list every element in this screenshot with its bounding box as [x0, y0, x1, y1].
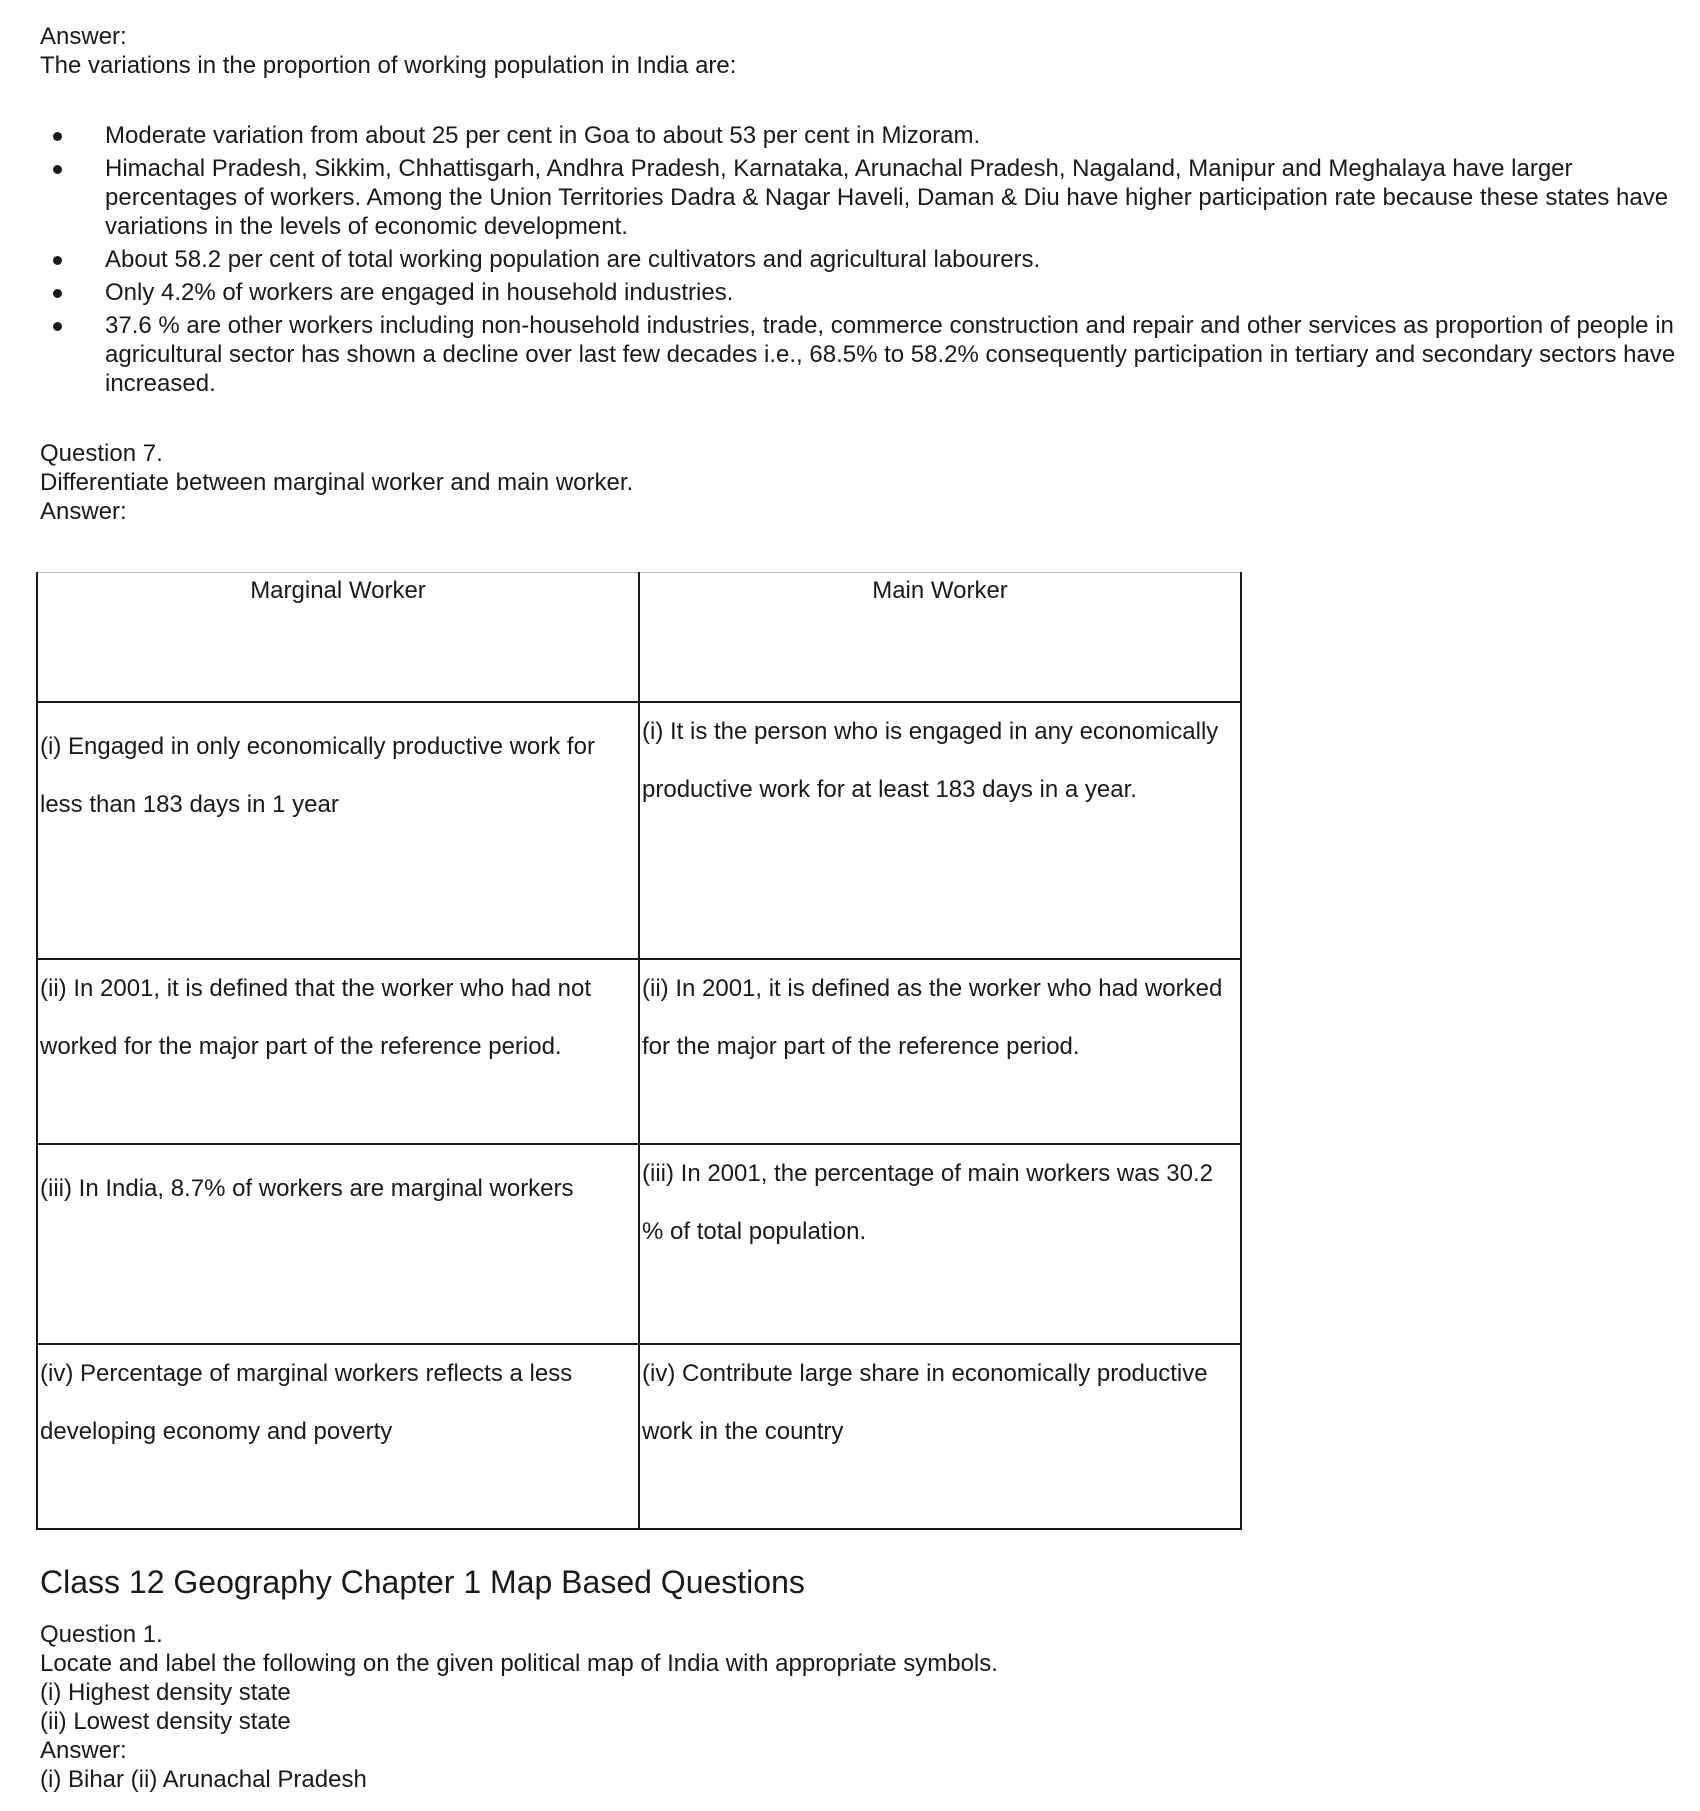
- section-heading: Class 12 Geography Chapter 1 Map Based Questions: [40, 1564, 805, 1600]
- question-text: Locate and label the following on the given political map of India with appropriate symbols.: [40, 1650, 998, 1677]
- bullet-icon: [53, 256, 62, 265]
- map-based-section: [40, 1562, 1680, 1794]
- list-item: 37.6 % are other workers including non-household industries, trade, commerce construction and repair and other services as proportion of people in agricultural sector has shown a decline over last few decades i.e., 68.5% to 58.2% consequently participation in tertiary and secondary sectors have increased.: [40, 311, 1680, 398]
- table-row: [37, 959, 1241, 1144]
- table-row: [37, 702, 1241, 959]
- table-cell: (iv) Contribute large share in economically productive work in the country: [639, 1344, 1241, 1529]
- question-7: [40, 439, 1680, 526]
- table-cell: (iii) In 2001, the percentage of main workers was 30.2 % of total population.: [639, 1144, 1241, 1344]
- table-header-row: [37, 573, 1241, 703]
- list-item: Moderate variation from about 25 per cent in Goa to about 53 per cent in Mizoram.: [40, 121, 1680, 150]
- bullet-icon: [53, 322, 62, 331]
- answer-lead: The variations in the proportion of working population in India are:: [40, 52, 737, 79]
- answer-label: Answer:: [40, 23, 127, 50]
- list-item: Only 4.2% of workers are engaged in household industries.: [40, 278, 1680, 307]
- question-label: Question 1.: [40, 1621, 163, 1648]
- answer-label: Answer:: [40, 498, 127, 525]
- bullet-icon: [53, 132, 62, 141]
- bullet-icon: [53, 289, 62, 298]
- question-label: Question 7.: [40, 440, 163, 467]
- variations-list: [40, 121, 1680, 398]
- table-row: [37, 1344, 1241, 1529]
- answer-label: Answer:: [40, 1737, 127, 1764]
- list-item: Himachal Pradesh, Sikkim, Chhattisgarh, Andhra Pradesh, Karnataka, Arunachal Pradesh, Nagaland, Manipur and Meghalaya have larger percentages of workers. Among the Union Territories Dadra & Nagar Haveli, Daman & Diu have higher participation rate because these states have variations in the levels of economic development.: [40, 154, 1680, 241]
- table-row: [37, 1144, 1241, 1344]
- table-cell: (iii) In India, 8.7% of workers are marginal workers: [37, 1144, 639, 1344]
- table-cell: (ii) In 2001, it is defined that the worker who had not worked for the major part of the reference period.: [37, 959, 639, 1144]
- answer-text: (i) Bihar (ii) Arunachal Pradesh: [40, 1766, 367, 1793]
- question-item: (ii) Lowest density state: [40, 1708, 291, 1735]
- question-text: Differentiate between marginal worker and main worker.: [40, 469, 634, 496]
- list-item: About 58.2 per cent of total working population are cultivators and agricultural labourers.: [40, 245, 1680, 274]
- comparison-table: [36, 572, 1242, 1530]
- table-cell: (i) It is the person who is engaged in any economically productive work for at least 183 days in a year.: [639, 702, 1241, 959]
- answer-block: [40, 22, 1680, 526]
- column-header-main: Main Worker: [639, 573, 1241, 703]
- column-header-marginal: Marginal Worker: [37, 573, 639, 703]
- question-item: (i) Highest density state: [40, 1679, 291, 1706]
- bullet-icon: [53, 165, 62, 174]
- table-cell: (iv) Percentage of marginal workers reflects a less developing economy and poverty: [37, 1344, 639, 1529]
- table-cell: (ii) In 2001, it is defined as the worker who had worked for the major part of the reference period.: [639, 959, 1241, 1144]
- table-cell: (i) Engaged in only economically productive work for less than 183 days in 1 year: [37, 702, 639, 959]
